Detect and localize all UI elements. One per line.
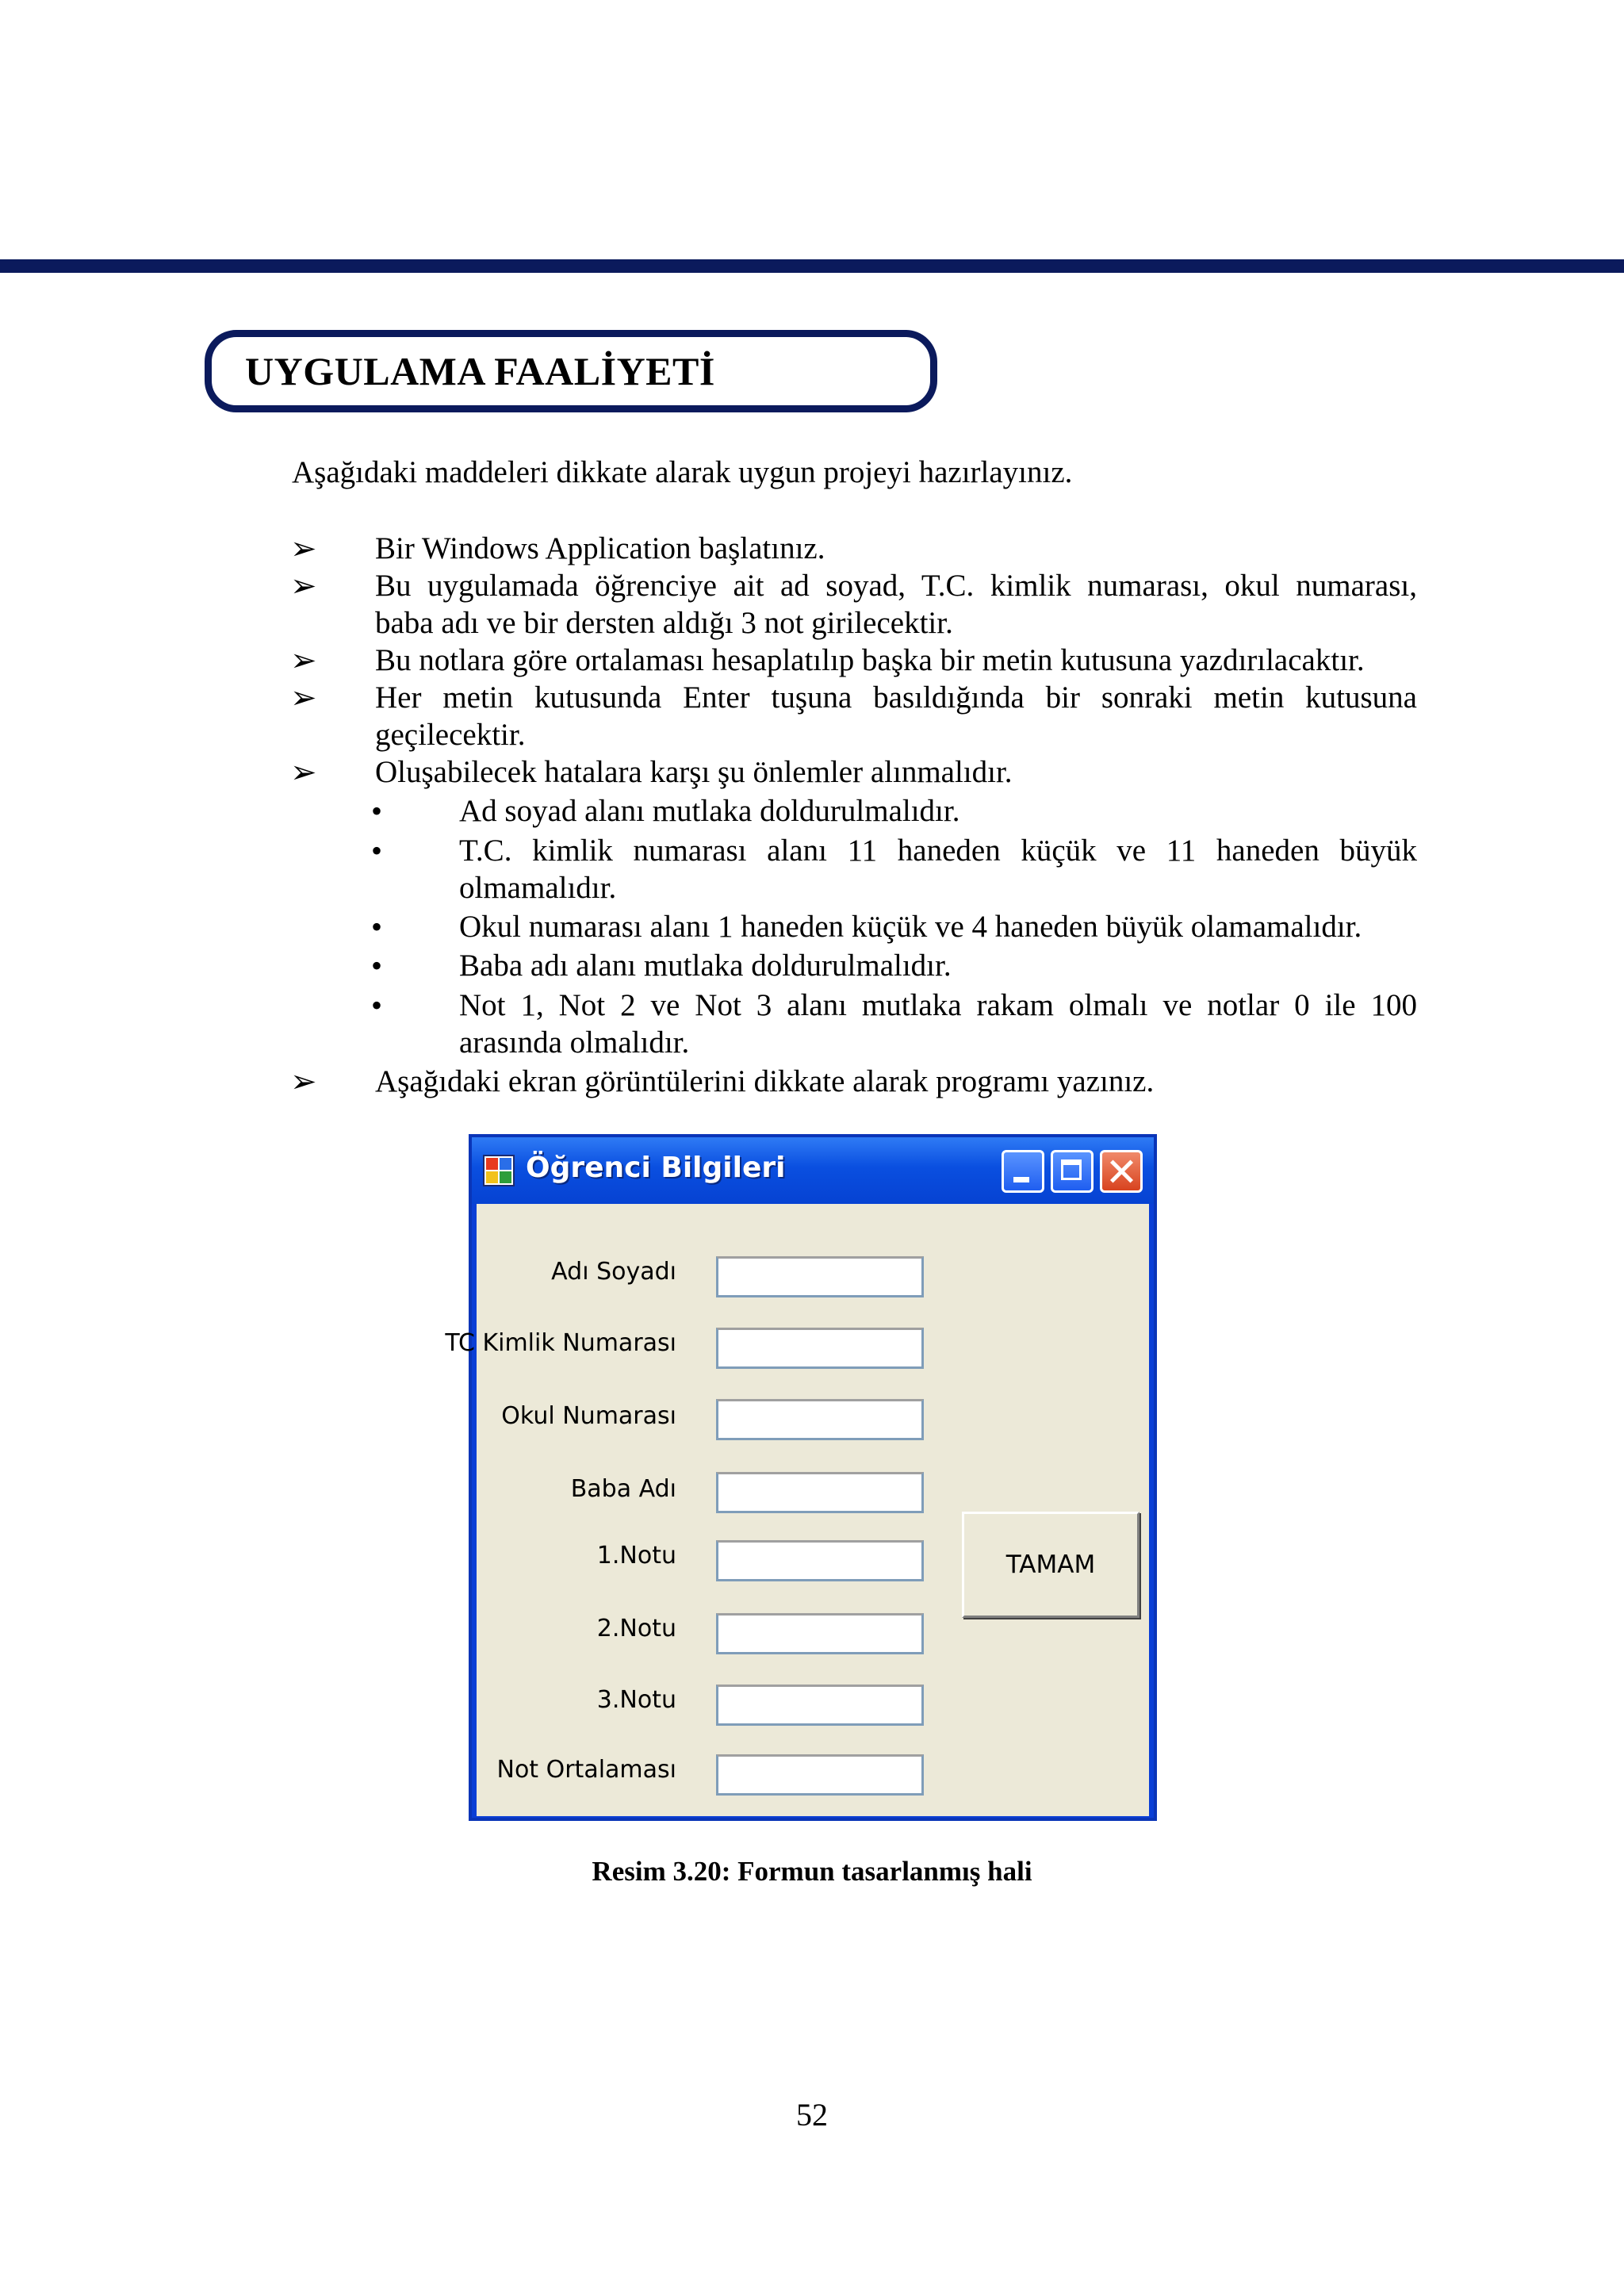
arrow-bullet-icon: ➢ [290, 531, 317, 566]
list-item: Bu uygulamada öğrenciye ait ad soyad, T.C. kimlik numarası, okul numarası, [375, 569, 1417, 603]
dot-bullet-icon: • [371, 987, 383, 1023]
list-item: Bu notlara göre ortalaması hesaplatılıp başka bir metin kutusuna yazdırılacaktır. [375, 643, 1365, 677]
minimize-button[interactable] [1002, 1150, 1044, 1193]
section-heading-box [205, 330, 937, 412]
list-item-continued: geçilecektir. [375, 718, 526, 752]
page-number: 52 [796, 2097, 828, 2133]
student-info-window [445, 1134, 1157, 1821]
field-label: Baba Adı [570, 1475, 676, 1503]
list-item-continued: baba adı ve bir dersten aldığı 3 not girilecektir. [375, 606, 953, 640]
sub-list-item: Baba adı alanı mutlaka doldurulmalıdır. [459, 949, 952, 983]
grade3-input[interactable] [716, 1685, 924, 1726]
app-form-icon [483, 1155, 515, 1186]
list-item: Bir Windows Application başlatınız. [375, 531, 825, 565]
sub-list-item-continued: olmamalıdır. [459, 871, 617, 905]
dot-bullet-icon: • [371, 793, 383, 829]
field-label: 3.Notu [596, 1686, 676, 1714]
dot-bullet-icon: • [371, 909, 383, 945]
grade1-input[interactable] [716, 1540, 924, 1581]
section-heading: UYGULAMA FAALİYETİ [245, 349, 715, 393]
sub-list-item: T.C. kimlik numarası alanı 11 haneden küçük ve 11 haneden büyük [459, 834, 1417, 868]
form-client-area [445, 1204, 1149, 1816]
dot-bullet-icon: • [371, 833, 383, 868]
arrow-bullet-icon: ➢ [290, 754, 317, 790]
figure-caption: Resim 3.20: Formun tasarlanmış hali [592, 1856, 1032, 1887]
sub-list-item: Ad soyad alanı mutlaka doldurulmalıdır. [459, 794, 960, 828]
field-label: Not Ortalaması [496, 1756, 676, 1784]
field-label: 2.Notu [596, 1615, 676, 1642]
sub-list-item: Not 1, Not 2 ve Not 3 alanı mutlaka rakam olmalı ve notlar 0 ile 100 [459, 988, 1417, 1022]
sub-list-item: Okul numarası alanı 1 haneden küçük ve 4 haneden büyük olamamalıdır. [459, 910, 1362, 944]
sub-list-item-continued: arasında olmalıdır. [459, 1025, 690, 1060]
arrow-bullet-icon: ➢ [290, 1064, 317, 1099]
dot-bullet-icon: • [371, 948, 383, 983]
tc-id-input[interactable] [716, 1328, 924, 1369]
field-label: TC Kimlik Numarası [445, 1329, 676, 1357]
window-title: Öğrenci Bilgileri [526, 1152, 786, 1184]
list-item: Aşağıdaki ekran görüntülerini dikkate alarak programı yazınız. [375, 1064, 1155, 1098]
average-output[interactable] [716, 1754, 924, 1796]
close-button[interactable] [1100, 1150, 1143, 1193]
field-label: Okul Numarası [501, 1402, 676, 1430]
arrow-bullet-icon: ➢ [290, 642, 317, 678]
arrow-bullet-icon: ➢ [290, 680, 317, 715]
field-label: 1.Notu [596, 1542, 676, 1570]
father-name-input[interactable] [716, 1472, 924, 1513]
school-number-input[interactable] [716, 1399, 924, 1440]
maximize-button[interactable] [1051, 1150, 1094, 1193]
grade2-input[interactable] [716, 1613, 924, 1654]
name-input[interactable] [716, 1256, 924, 1297]
arrow-bullet-icon: ➢ [290, 568, 317, 604]
ok-button[interactable]: TAMAM [962, 1512, 1139, 1618]
title-bar[interactable] [472, 1137, 1154, 1204]
list-item: Her metin kutusunda Enter tuşuna basıldığında bir sonraki metin kutusuna [375, 680, 1417, 715]
top-rule [0, 259, 1624, 273]
intro-text: Aşağıdaki maddeleri dikkate alarak uygun projeyi hazırlayınız. [292, 455, 1073, 489]
field-label: Adı Soyadı [551, 1258, 676, 1286]
list-item: Oluşabilecek hatalara karşı şu önlemler alınmalıdır. [375, 755, 1013, 789]
